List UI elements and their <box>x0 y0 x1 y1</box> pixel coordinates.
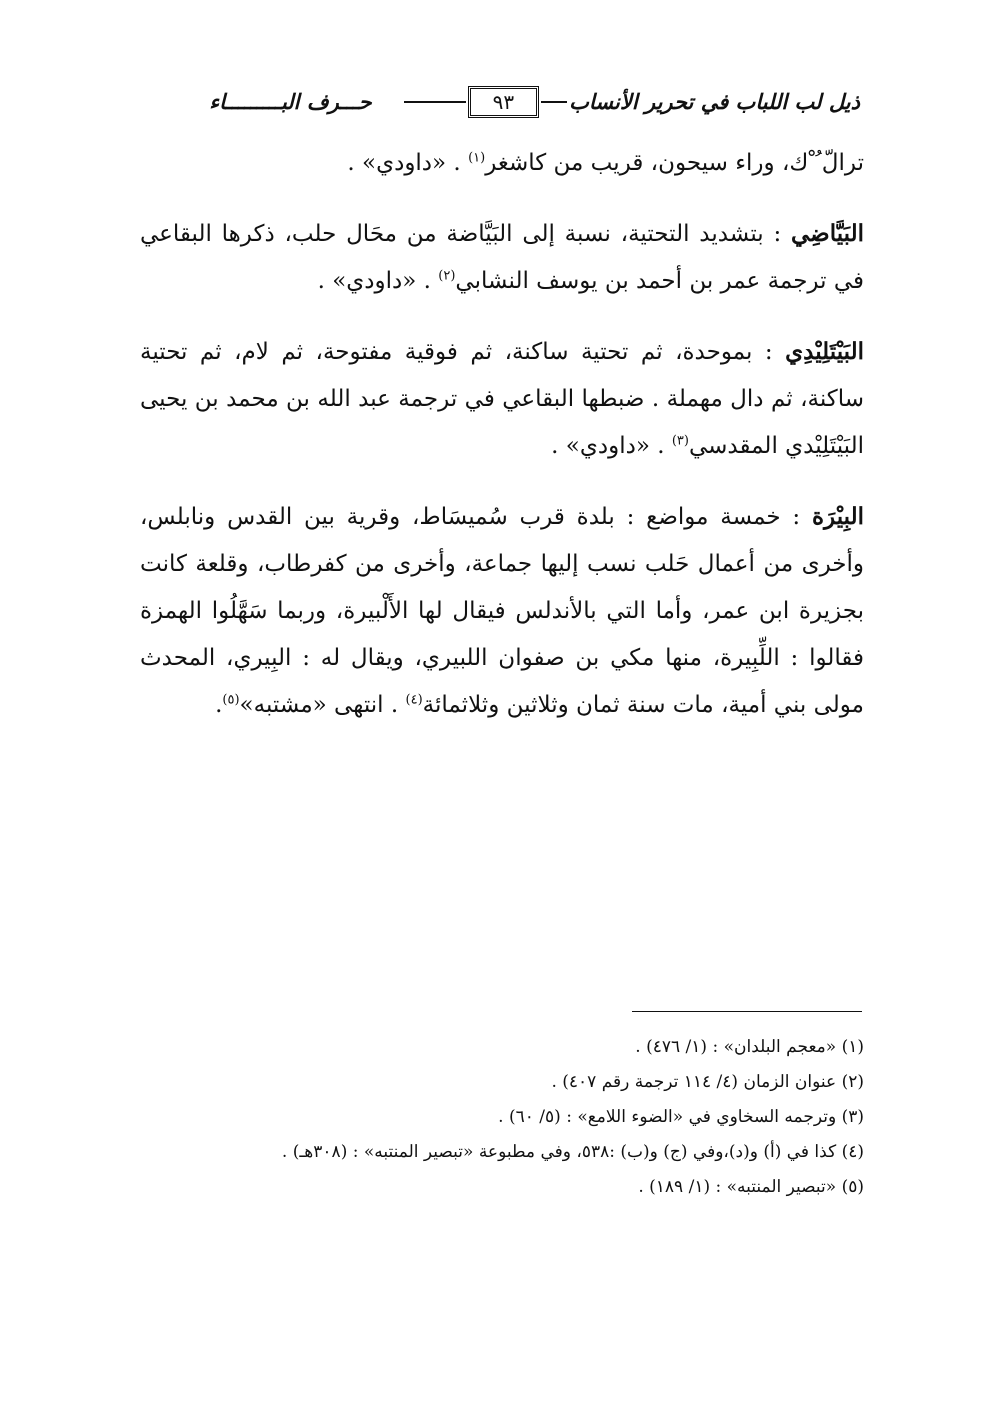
entry-end: . <box>215 692 223 718</box>
entry-paragraph <box>140 210 864 305</box>
footnote-ref: (٢) <box>438 268 456 284</box>
entry-end: . «داودي» . <box>317 268 431 294</box>
main-text <box>140 140 864 752</box>
entry-paragraph <box>140 328 864 470</box>
footnote: (٥) «تبصير المنتبه» : (١/ ١٨٩) . <box>638 1177 864 1197</box>
entry-paragraph <box>140 493 864 729</box>
entry-term: البَيَّاضِي <box>791 220 864 247</box>
footnotes <box>140 1030 864 1205</box>
entry-end: . انتهى «مشتبه» <box>239 692 399 718</box>
book-title: ذيل لب اللباب في تحرير الأنساب <box>569 90 860 114</box>
continuation-text: ترالّ ُ ْك، وراء سيحون، قريب من كاشغر <box>485 150 864 176</box>
header-rule <box>541 101 567 103</box>
footnote: (٤) كذا في (أ) و(د)،وفي (ج) و(ب) :٥٣٨، وفي مطبوعة «تبصير المنتبه» : (٣٠٨هـ) . <box>281 1142 864 1162</box>
entry-text: : خمسة مواضع : بلدة قرب سُميسَاط، وقرية بين القدس ونابلس، وأخرى من أعمال حَلب نسب إليها جماعة، وأخرى من كفرطاب، وقلعة كانت بجزيرة ابن عمر، وأما التي بالأندلس فيقال لها الأَلْبيرة، وربما سَهَّلُوا الهمزة فقالوا : اللِّبِيرة، منها مكي بن صفوان اللبيري، ويقال له : البِيري، المحدث مولى بني أمية، مات سنة ثمان وثلاثين وثلاثمائة <box>140 504 864 718</box>
footnote-ref: (٣) <box>671 433 689 449</box>
footnote: (١) «معجم البلدان» : (١/ ٤٧٦) . <box>635 1037 864 1057</box>
header-rule <box>404 101 466 103</box>
footnote-ref: (٤) <box>405 692 423 708</box>
entry-text: : بتشديد التحتية، نسبة إلى البَيَّاضة من محَال حلب، ذكرها البقاعي في ترجمة عمر بن أحمد بن يوسف النشابي <box>140 221 864 294</box>
section-title: حـــرف البـــــــــاء <box>209 90 372 114</box>
entry-term: البَيْتَلِيْدِي <box>785 338 864 365</box>
footnote: (٣) وترجمه السخاوي في «الضوء اللامع» : (٥/ ٦٠) . <box>498 1107 864 1127</box>
footnote: (٢) عنوان الزمان (٤/ ١١٤ ترجمة رقم ٤٠٧) . <box>551 1072 864 1092</box>
entry-text: : بموحدة، ثم تحتية ساكنة، ثم فوقية مفتوحة، ثم لام، ثم تحتية ساكنة، ثم دال مهملة . ضبطها البقاعي في ترجمة عبد الله بن محمد بن يحيى البَيْتَلِيْدي المقدسي <box>140 339 864 459</box>
footnote-ref: (٥) <box>222 692 240 708</box>
continuation-paragraph <box>140 140 864 187</box>
entry-term: البِيْرَة <box>811 503 865 530</box>
page-number: ٩٣ <box>468 86 539 118</box>
running-header <box>190 84 860 120</box>
footnote-ref: (١) <box>468 150 486 166</box>
continuation-end: . «داودي» . <box>347 150 461 176</box>
footnote-separator <box>632 1011 862 1012</box>
entry-end: . «داودي» . <box>551 433 665 459</box>
